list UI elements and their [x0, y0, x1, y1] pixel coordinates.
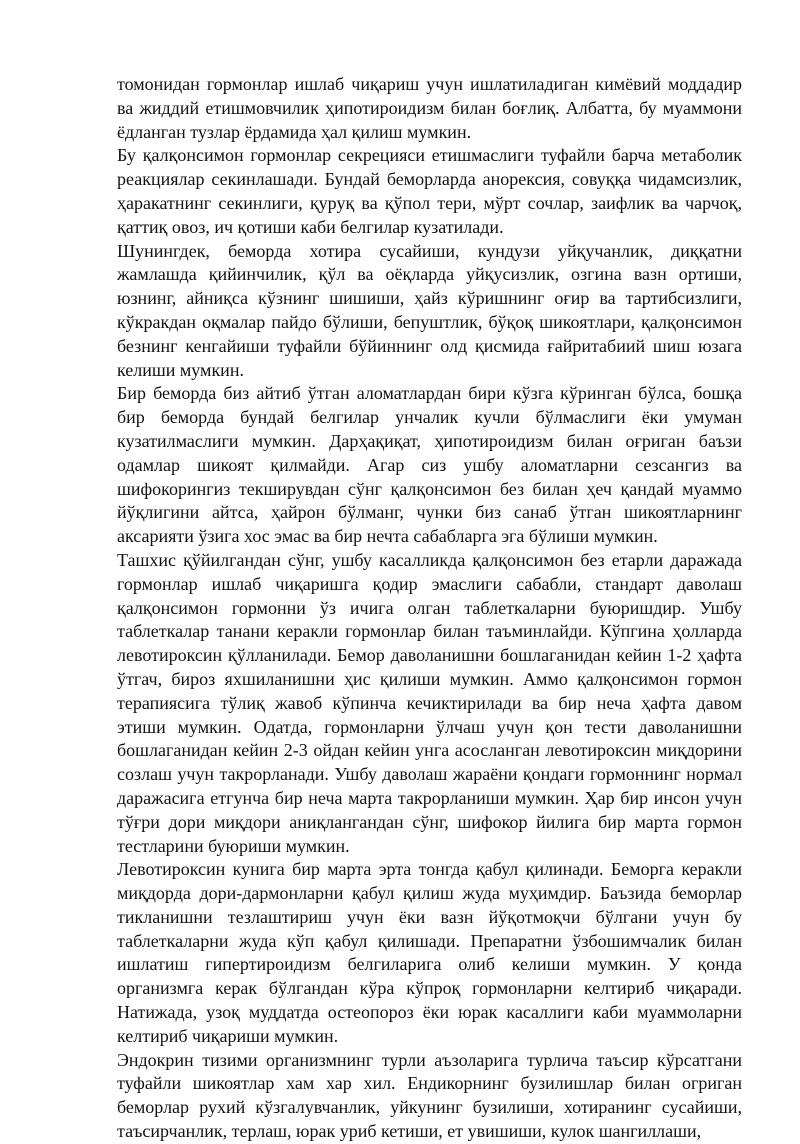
- paragraph-symptom-variability: Бир беморда биз айтиб ўтган аломатлардан бири кўзга кўринган бўлса, бошқа бир беморда бундай белгилар унчалик кучли бўлмаслиги ёки умуман кузатилмаслиги мумкин. Дарҳақиқат, ҳипотироидизм билан оғриган баъзи одамлар шикоят қилмайди. Агар сиз ушбу аломатларни сезсангиз ва шифокорингиз текширувдан сўнг қалқонсимон без билан ҳеч қандай муаммо йўқлигини айтса, ҳайрон бўлманг, чунки биз санаб ўтган шикоятларнинг аксарияти ўзига хос эмас ва бир нечта сабабларга эга бўлиши мумкин.: [117, 383, 742, 547]
- paragraph-iodine-continuation: томонидан гормонлар ишлаб чиқариш учун ишлатиладиган кимёвий моддадир ва жиддий етишмовчилик ҳипотироидизм билан боғлиқ. Албатта, бу муаммони ёдланган тузлар ёрдамида ҳал қилиш мумкин.: [117, 74, 742, 142]
- document-page: [117, 73, 742, 1144]
- paragraph-treatment: Ташхис қўйилгандан сўнг, ушбу касалликда қалқонсимон без етарли даражада гормонлар ишлаб чиқаришга қодир эмаслиги сабабли, стандарт даволаш қалқонсимон гормонни ўз ичига олган таблеткаларни буюришдир. Ушбу таблеткалар танани керакли гормонлар билан таъминлайди. Кўпгина ҳолларда левотироксин қўлланилади. Бемор даволанишни бошлаганидан кейин 1-2 ҳафта ўтгач, бироз яхшиланишни ҳис қилиши мумкин. Аммо қалқонсимон гормон терапиясига тўлиқ жавоб кўпинча кечиктирилади ва бир неча ҳафта давом этиши мумкин. Одатда, гормонларни ўлчаш учун қон тести даволанишни бошлаганидан кейин 2-3 ойдан кейин унга асосланган левотироксин миқдорини созлаш учун такрорланади. Ушбу даволаш жараёни қондаги гормоннинг нормал даражасига етгунча бир неча марта такрорланиши мумкин. Ҳар бир инсон учун тўғри дори миқдори аниқлангандан сўнг, шифокор йилига бир марта гормон тестларини буюриши мумкин.: [117, 549, 742, 856]
- paragraph-additional-symptoms: Шунингдек, беморда хотира сусайиши, кундузи уйқучанлик, диққатни жамлашда қийинчилик, қўл ва оёқларда уйқусизлик, озгина вазн ортиши, юзнинг, айниқса кўзнинг шишиши, ҳайз кўришнинг оғир ва тартибсизлиги, кўкракдан оқмалар пайдо бўлиши, бепуштлик, бўқоқ шикоятлари, қалқонсимон безнинг кенгайиши туфайли бўйиннинг олд қисмида ғайритабиий шиш юзага келиши мумкин.: [117, 240, 742, 380]
- paragraph-metabolic-symptoms: Бу қалқонсимон гормонлар секрецияси етишмаслиги туфайли барча метаболик реакциялар секинлашади. Бундай беморларда анорексия, совуққа чидамсизлик, ҳаракатнинг секинлиги, қуруқ ва қўпол тери, мўрт сочлар, заифлик ва чарчоқ, қаттиқ овоз, ич қотиши каби белгилар кузатилади.: [117, 145, 742, 237]
- paragraph-levothyroxine-dosage: Левотироксин кунига бир марта эрта тонгда қабул қилинади. Беморга керакли миқдорда дори-дармонларни қабул қилиш жуда муҳимдир. Баъзида беморлар тикланишни тезлаштириш учун ёки вазн йўқотмоқчи бўлгани учун бу таблеткаларни жуда кўп қабул қилишади. Препаратни ўзбошимчалик билан ишлатиш гипертироидизм белгиларига олиб келиши мумкин. У қонда организмга керак бўлгандан кўра кўпроқ гормонларни келтириб чиқаради. Натижада, узоқ муддатда остеопороз ёки юрак касаллиги каби муаммоларни келтириб чиқариши мумкин.: [117, 859, 742, 1046]
- paragraph-endocrine-complaints: Эндокрин тизими организмнинг турли аъзоларига турлича таъсир кўрсатгани туфайли шикоятлар хам хар хил. Ендикорнинг бузилишлар билан огриган беморлар рухий кўзгалувчанлик, уйкунинг бузилиши, хотиранинг сусайиши, таъсирчанлик, терлаш, юрак уриб кетиши, ет увишиши, кулок шангиллаши,: [117, 1049, 742, 1142]
